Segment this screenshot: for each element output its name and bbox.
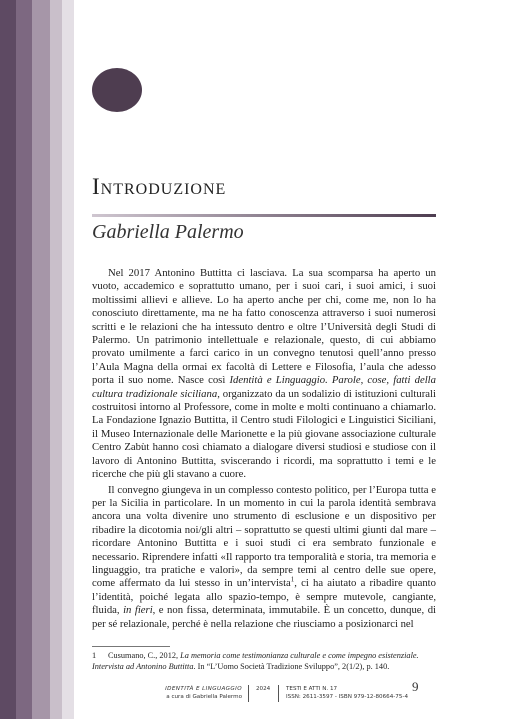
footer-year: 2024	[256, 686, 271, 692]
text-run: Il convegno giungeva in un complesso contesto politico, per l’Europa tutta e per la Sicilia in particolare. In un momento in cui la parola identità sembrava ancora una volta divenire uno strumento di esclusione e un dispositivo per ribadire la dicotomia noi/gli altri – soprattutto se questi ultimi giunti dal mare – ricordare Antonino Buttitta e i suoi studi ci era sembrato funzionale e necessario. Riprendere infatti «Il rapporto tra temporalità e storia, tra memoria e linguaggio, tra pratiche e valori», da sempre temi al centro delle sue opere, come affermato da lui stesso in un’intervista	[92, 483, 436, 590]
paragraph-1	[92, 267, 436, 482]
footer-book-title: IDENTITÀ E LINGUAGGIO	[165, 686, 242, 692]
footnote	[92, 650, 436, 672]
footer-series: TESTI E ATTI N. 17	[286, 686, 338, 692]
body-text	[92, 267, 436, 631]
chapter-title: Introduzione	[92, 174, 227, 199]
footnote-number: 1	[92, 651, 97, 660]
footer-editor: a cura di Gabriella Palermo	[166, 694, 242, 700]
decor-stripe-3	[32, 0, 50, 719]
text-run: , organizzato da un sodalizio di istituzioni culturali costruitosi intorno al Professore, come in molte e molti continuano a chiamarlo. La Fondazione Ignazio Buttitta, il Centro studi Filologici e Linguistici Siciliani, il Museo Internazionale delle Marionette e la più giovane associazione culturale Centro Zabùt hanno così chiamato a dialogare diversi studiosi e studiose con il lavoro di Antonino Buttitta, sviscerando i ricordi, ma soprattutto i temi e le ricerche che più gli stavano a cuore.	[92, 387, 436, 481]
footer-series-info	[286, 685, 408, 701]
text-run: Nel 2017 Antonino Buttitta ci lasciava. La sua scomparsa ha aperto un vuoto, accademico e soprattutto umano, per i suoi cari, i suoi amici, i suoi moltissimi allievi e allieve. Lo ha aperto anche per chi, come me, non lo ha conosciuto direttamente, ma ne ha fatto conoscenza attraverso i suoi numerosi scritti e le relazioni che ha intessuto dentro e oltre l’Università degli Studi di Palermo. Un patrimonio intellettuale e relazionale, questo, di cui abbiamo provato umilmente a farci carico in un convegno tenutosi quell’anno presso l’Aula Magna della ormai ex facoltà di Lettere e Filosofia, l’aula che adesso porta il suo nome. Nasce così	[92, 267, 436, 387]
text-run: , e non fissa, determinata, immutabile. È un concetto, dunque, di per sé relazionale, perché è nella relazione che riusciamo a posizionarci nel	[92, 604, 437, 630]
footnote-ref: 1	[290, 575, 295, 584]
footer-divider	[248, 685, 249, 702]
page-footer	[0, 685, 510, 715]
text-run: Cusumano, C., 2012,	[108, 651, 181, 660]
footnote-rule	[92, 646, 170, 647]
footer-book-info	[146, 685, 242, 701]
paragraph-2	[92, 484, 436, 631]
text-run: . In “L’Uomo Società Tradizione Sviluppo”, 2(1/2), p. 140.	[193, 662, 390, 671]
decor-stripe-5	[62, 0, 74, 719]
page-number: 9	[412, 679, 419, 694]
title-rule	[92, 214, 436, 217]
text-run: , ci ha aiutato a ribadire quanto l’identità, poiché legata allo spazio-tempo, è sempre mutevole, cangiante, fluida,	[92, 577, 436, 617]
decor-stripe-2	[16, 0, 32, 719]
italic-text: Identità e Linguaggio. Parole, cose, fatti della cultura tradizionale siciliana	[92, 374, 436, 400]
decorative-circle-icon	[92, 68, 142, 112]
decor-stripe-1	[0, 0, 16, 719]
italic-text: La memoria come testimonianza culturale e come impegno esistenziale. Intervista ad Antonino Buttitta	[92, 651, 419, 671]
footer-issn-isbn: ISSN: 2611-3597 - ISBN 979-12-80664-75-4	[286, 694, 409, 700]
italic-text: in fieri	[123, 604, 153, 617]
chapter-author: Gabriella Palermo	[92, 221, 244, 243]
footnote-text	[92, 651, 419, 671]
footer-divider	[278, 685, 279, 702]
decor-stripe-4	[50, 0, 62, 719]
